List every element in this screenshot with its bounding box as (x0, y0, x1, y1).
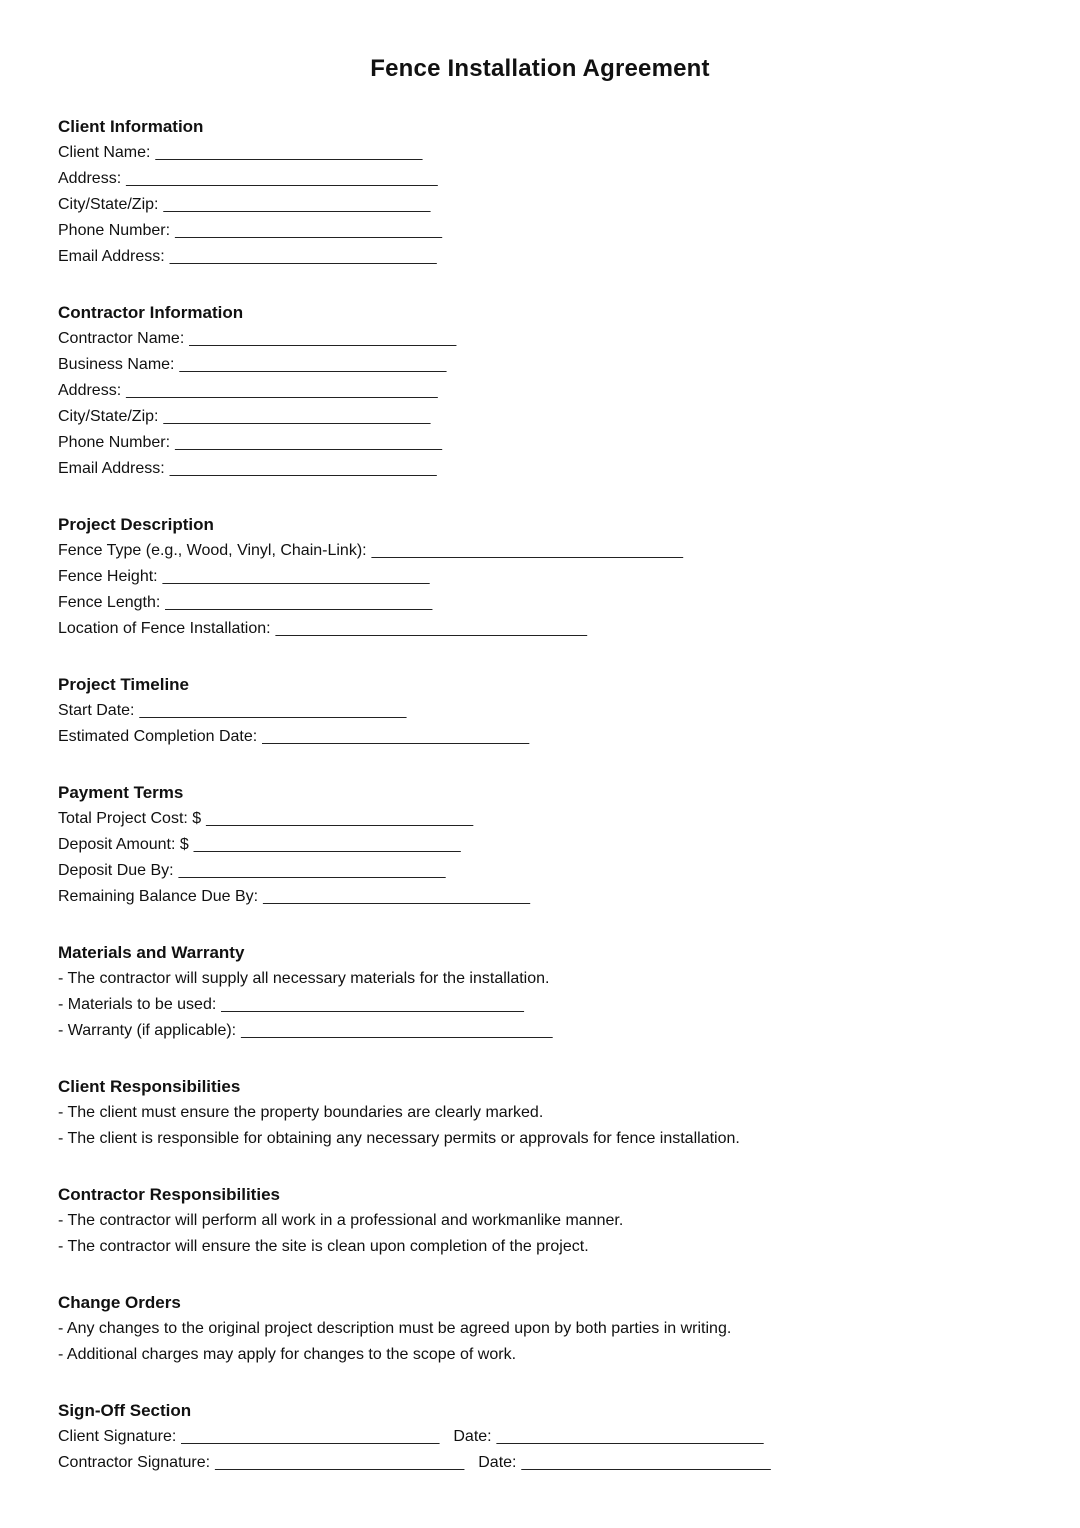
blank-line: ______________________________ (169, 248, 437, 265)
field-label: Total Project Cost: $ (58, 810, 202, 827)
field-deposit-due-by (58, 858, 1022, 884)
field-label: Address: (58, 170, 122, 187)
field-label: City/State/Zip: (58, 408, 159, 425)
blank-line: ___________________________________ (241, 1022, 553, 1039)
field-fence-type (58, 538, 1022, 564)
field-label-date: Date: (453, 1428, 492, 1445)
date-blank-line: ____________________________ (521, 1454, 771, 1471)
section-change-orders (58, 1290, 1022, 1368)
field-business-name (58, 352, 1022, 378)
section-contractor-information (58, 300, 1022, 482)
bullet-text: - Additional charges may apply for changes to the scope of work. (58, 1346, 517, 1363)
blank-line: ___________________________________ (126, 170, 438, 187)
field-contractor-name (58, 326, 1022, 352)
field-label: Client Name: (58, 144, 151, 161)
blank-line: ______________________________ (162, 568, 430, 585)
field-label: Phone Number: (58, 434, 171, 451)
field-label: - Materials to be used: (58, 996, 217, 1013)
blank-line: ______________________________ (169, 460, 437, 477)
field-remaining-balance-due-by (58, 884, 1022, 910)
section-heading-project-description: Project Description (58, 515, 214, 534)
blank-line: ______________________________ (155, 144, 423, 161)
field-phone-number (58, 218, 1022, 244)
field-label: Estimated Completion Date: (58, 728, 258, 745)
signature-blank-line: ____________________________ (215, 1454, 465, 1471)
field-label: City/State/Zip: (58, 196, 159, 213)
blank-line: ______________________________ (179, 356, 447, 373)
blank-line: ______________________________ (163, 408, 431, 425)
section-client-information (58, 114, 1022, 270)
blank-line: ___________________________________ (275, 620, 588, 637)
field-label: Deposit Due By: (58, 862, 174, 879)
bullet-permits-approvals (58, 1126, 1022, 1152)
blank-line: ______________________________ (193, 836, 461, 853)
field-label: Contractor Name: (58, 330, 185, 347)
bullet-text: - The client must ensure the property boundaries are clearly marked. (58, 1104, 544, 1121)
field-fence-length (58, 590, 1022, 616)
field-fence-height (58, 564, 1022, 590)
bullet-site-clean (58, 1234, 1022, 1260)
blank-line: ___________________________________ (371, 542, 684, 559)
document-title: Fence Installation Agreement (370, 55, 710, 82)
section-project-timeline (58, 672, 1022, 750)
blank-line: ______________________________ (175, 222, 443, 239)
section-contractor-responsibilities (58, 1182, 1022, 1260)
section-heading-contractor-responsibilities: Contractor Responsibilities (58, 1185, 280, 1204)
blank-line: ______________________________ (189, 330, 457, 347)
section-sign-off (58, 1398, 1022, 1476)
field-label: Contractor Signature: (58, 1454, 211, 1471)
field-label: Start Date: (58, 702, 135, 719)
field-total-project-cost (58, 806, 1022, 832)
section-heading-client-information: Client Information (58, 117, 204, 136)
field-email-address (58, 456, 1022, 482)
field-label: Phone Number: (58, 222, 171, 239)
bullet-materials-supply (58, 966, 1022, 992)
field-city-state-zip (58, 404, 1022, 430)
field-phone-number (58, 430, 1022, 456)
section-heading-contractor-information: Contractor Information (58, 303, 244, 322)
field-label: Email Address: (58, 460, 165, 477)
blank-line: ______________________________ (139, 702, 407, 719)
field-estimated-completion-date (58, 724, 1022, 750)
field-materials-to-be-used (58, 992, 1022, 1018)
field-label: - Warranty (if applicable): (58, 1022, 237, 1039)
bullet-text: - The contractor will supply all necessary materials for the installation. (58, 970, 550, 987)
field-label: Remaining Balance Due By: (58, 888, 259, 905)
field-label: Fence Height: (58, 568, 158, 585)
bullet-text: - The client is responsible for obtaining any necessary permits or approvals for fence installation. (58, 1130, 740, 1147)
blank-line: ______________________________ (263, 888, 531, 905)
blank-line: __________________________________ (221, 996, 524, 1013)
section-heading-project-timeline: Project Timeline (58, 675, 190, 694)
section-heading-change-orders: Change Orders (58, 1293, 181, 1312)
field-deposit-amount (58, 832, 1022, 858)
field-warranty (58, 1018, 1022, 1044)
field-address (58, 166, 1022, 192)
blank-line: ______________________________ (163, 196, 431, 213)
field-label: Fence Length: (58, 594, 161, 611)
field-label-date: Date: (478, 1454, 517, 1471)
date-blank-line: ______________________________ (496, 1428, 764, 1445)
field-label: Fence Type (e.g., Wood, Vinyl, Chain-Link): (58, 542, 367, 559)
field-client-name (58, 140, 1022, 166)
bullet-changes-in-writing (58, 1316, 1022, 1342)
field-label: Location of Fence Installation: (58, 620, 271, 637)
field-start-date (58, 698, 1022, 724)
section-heading-payment-terms: Payment Terms (58, 783, 184, 802)
field-label: Deposit Amount: $ (58, 836, 189, 853)
blank-line: ___________________________________ (126, 382, 438, 399)
field-label: Client Signature: (58, 1428, 177, 1445)
blank-line: ______________________________ (165, 594, 433, 611)
bullet-property-boundaries (58, 1100, 1022, 1126)
field-label: Business Name: (58, 356, 175, 373)
bullet-professional-manner (58, 1208, 1022, 1234)
field-email-address (58, 244, 1022, 270)
bullet-text: - The contractor will perform all work in a professional and workmanlike manner. (58, 1212, 624, 1229)
section-heading-sign-off: Sign-Off Section (58, 1401, 192, 1420)
field-installation-location (58, 616, 1022, 642)
field-contractor-signature (58, 1450, 1022, 1476)
section-project-description (58, 512, 1022, 642)
bullet-additional-charges (58, 1342, 1022, 1368)
field-client-signature (58, 1424, 1022, 1450)
field-address (58, 378, 1022, 404)
blank-line: ______________________________ (175, 434, 443, 451)
signature-blank-line: _____________________________ (181, 1428, 440, 1445)
section-payment-terms (58, 780, 1022, 910)
bullet-text: - Any changes to the original project description must be agreed upon by both parties in writing. (58, 1320, 732, 1337)
blank-line: ______________________________ (262, 728, 530, 745)
field-city-state-zip (58, 192, 1022, 218)
section-heading-client-responsibilities: Client Responsibilities (58, 1077, 241, 1096)
blank-line: ______________________________ (178, 862, 446, 879)
blank-line: ______________________________ (206, 810, 474, 827)
section-materials-and-warranty (58, 940, 1022, 1044)
section-heading-materials-and-warranty: Materials and Warranty (58, 943, 245, 962)
bullet-text: - The contractor will ensure the site is clean upon completion of the project. (58, 1238, 589, 1255)
section-client-responsibilities (58, 1074, 1022, 1152)
field-label: Address: (58, 382, 122, 399)
field-label: Email Address: (58, 248, 165, 265)
